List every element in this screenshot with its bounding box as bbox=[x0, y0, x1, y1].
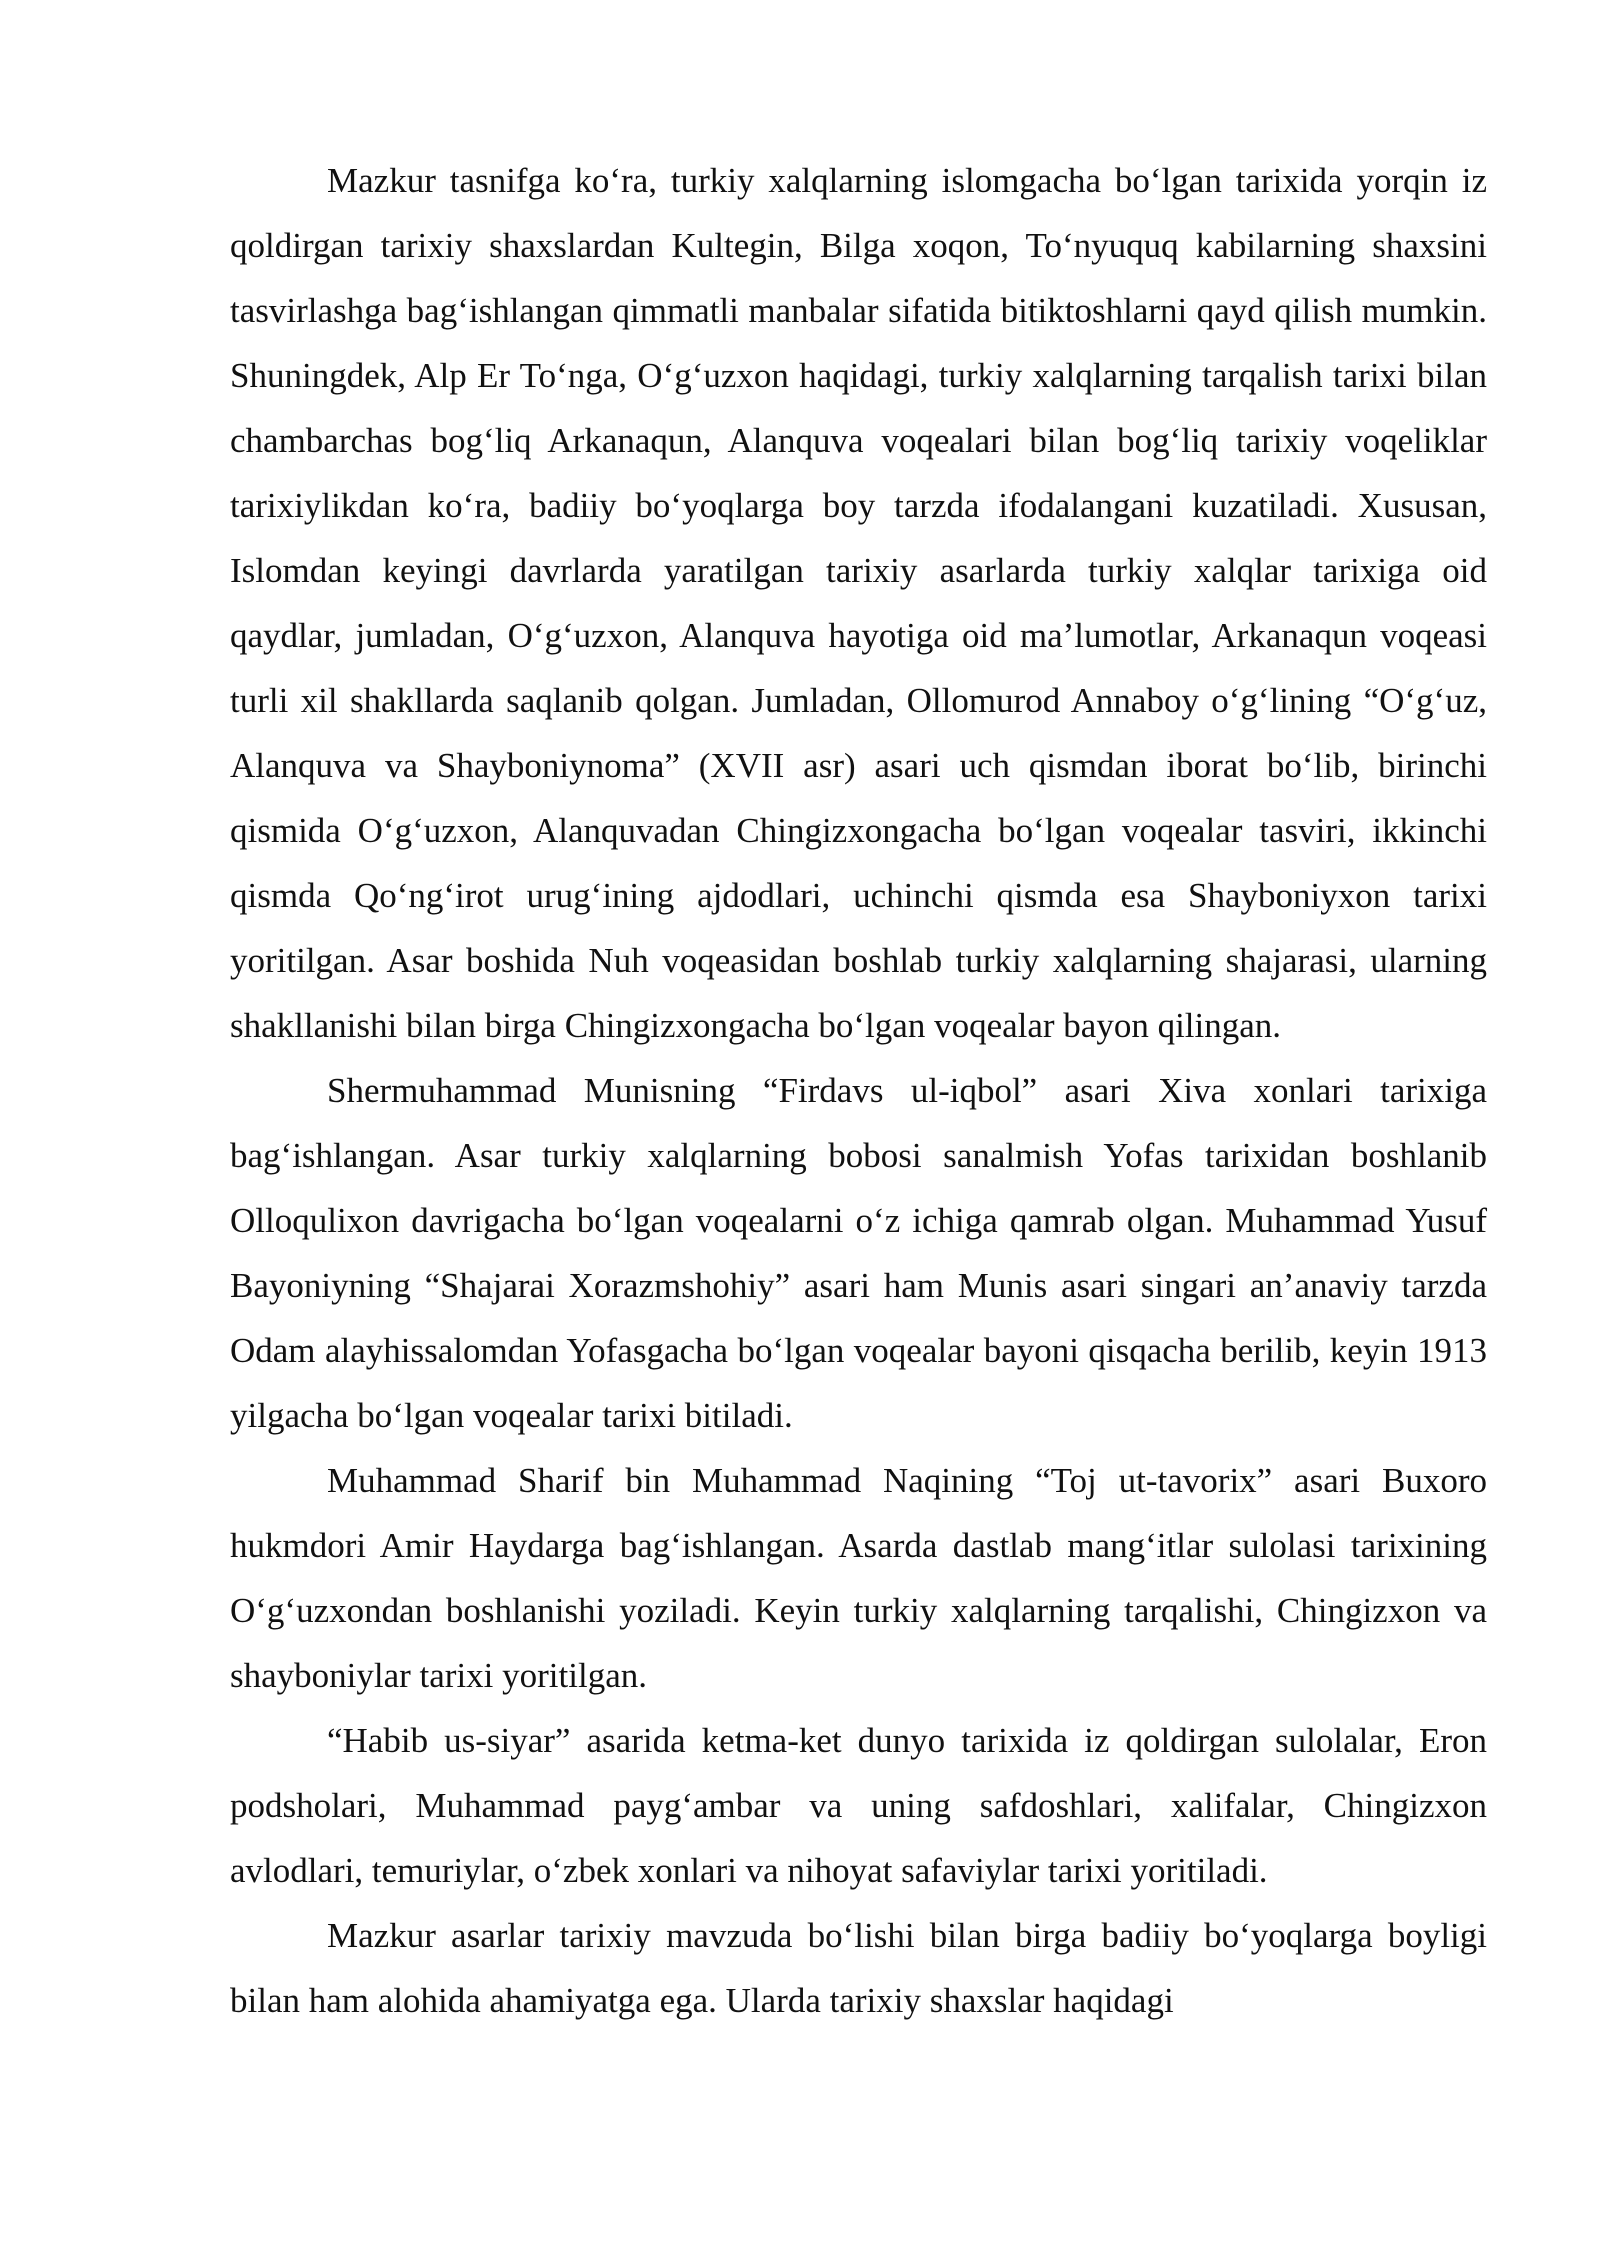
document-body bbox=[230, 148, 1487, 2033]
paragraph-5: Mazkur asarlar tarixiy mavzuda bo‘lishi bilan birga badiiy bo‘yoqlarga boyligi bilan ham alohida ahamiyatga ega. Ularda tarixiy shaxslar haqidagi bbox=[230, 1916, 1487, 2020]
paragraph-2: Shermuhammad Munisning “Firdavs ul-iqbol” asari Xiva xonlari tarixiga bag‘ishlangan. Asar turkiy xalqlarning bobosi sanalmish Yofas tarixidan boshlanib Olloqulixon davrigacha bo‘lgan voqealarni o‘z ichiga qamrab olgan. Muhammad Yusuf Bayoniyning “Shajarai Xorazmshohiy” asari ham Munis asari singari an’anaviy tarzda Odam alayhissalomdan Yofasgacha bo‘lgan voqealar bayoni qisqacha berilib, keyin 1913 yilgacha bo‘lgan voqealar tarixi bitiladi. bbox=[230, 1071, 1487, 1435]
paragraph-1: Mazkur tasnifga ko‘ra, turkiy xalqlarning islomgacha bo‘lgan tarixida yorqin iz qoldirgan tarixiy shaxslardan Kultegin, Bilga xoqon, To‘nyuquq kabilarning shaxsini tasvirlashga bag‘ishlangan qimmatli manbalar sifatida bitiktoshlarni qayd qilish mumkin. Shuningdek, Alp Er To‘nga, O‘g‘uzxon haqidagi, turkiy xalqlarning tarqalish tarixi bilan chambarchas bog‘liq Arkanaqun, Alanquva voqealari bilan bog‘liq tarixiy voqeliklar tarixiylikdan ko‘ra, badiiy bo‘yoqlarga boy tarzda ifodalangani kuzatiladi. Xususan, Islomdan keyingi davrlarda yaratilgan tarixiy asarlarda turkiy xalqlar tarixiga oid qaydlar, jumladan, O‘g‘uzxon, Alanquva hayotiga oid ma’lumotlar, Arkanaqun voqeasi turli xil shakllarda saqlanib qolgan. Jumladan, Ollomurod Annaboy o‘g‘lining “O‘g‘uz, Alanquva va Shayboniynoma” (XVII asr) asari uch qismdan iborat bo‘lib, birinchi qismida O‘g‘uzxon, Alanquvadan Chingizxongacha bo‘lgan voqealar tasviri, ikkinchi qismda Qo‘ng‘irot urug‘ining ajdodlari, uchinchi qismda esa Shayboniyxon tarixi yoritilgan. Asar boshida Nuh voqeasidan boshlab turkiy xalqlarning shajarasi, ularning shakllanishi bilan birga Chingizxongacha bo‘lgan voqealar bayon qilingan. bbox=[230, 161, 1487, 1045]
paragraph-4: “Habib us-siyar” asarida ketma-ket dunyo tarixida iz qoldirgan sulolalar, Eron podsholari, Muhammad payg‘ambar va uning safdoshlari, xalifalar, Chingizxon avlodlari, temuriylar, o‘zbek xonlari va nihoyat safaviylar tarixi yoritiladi. bbox=[230, 1721, 1487, 1890]
paragraph-3: Muhammad Sharif bin Muhammad Naqining “Toj ut-tavorix” asari Buxoro hukmdori Amir Haydarga bag‘ishlangan. Asarda dastlab mang‘itlar sulolasi tarixining O‘g‘uzxondan boshlanishi yoziladi. Keyin turkiy xalqlarning tarqalishi, Chingizxon va shayboniylar tarixi yoritilgan. bbox=[230, 1461, 1487, 1695]
